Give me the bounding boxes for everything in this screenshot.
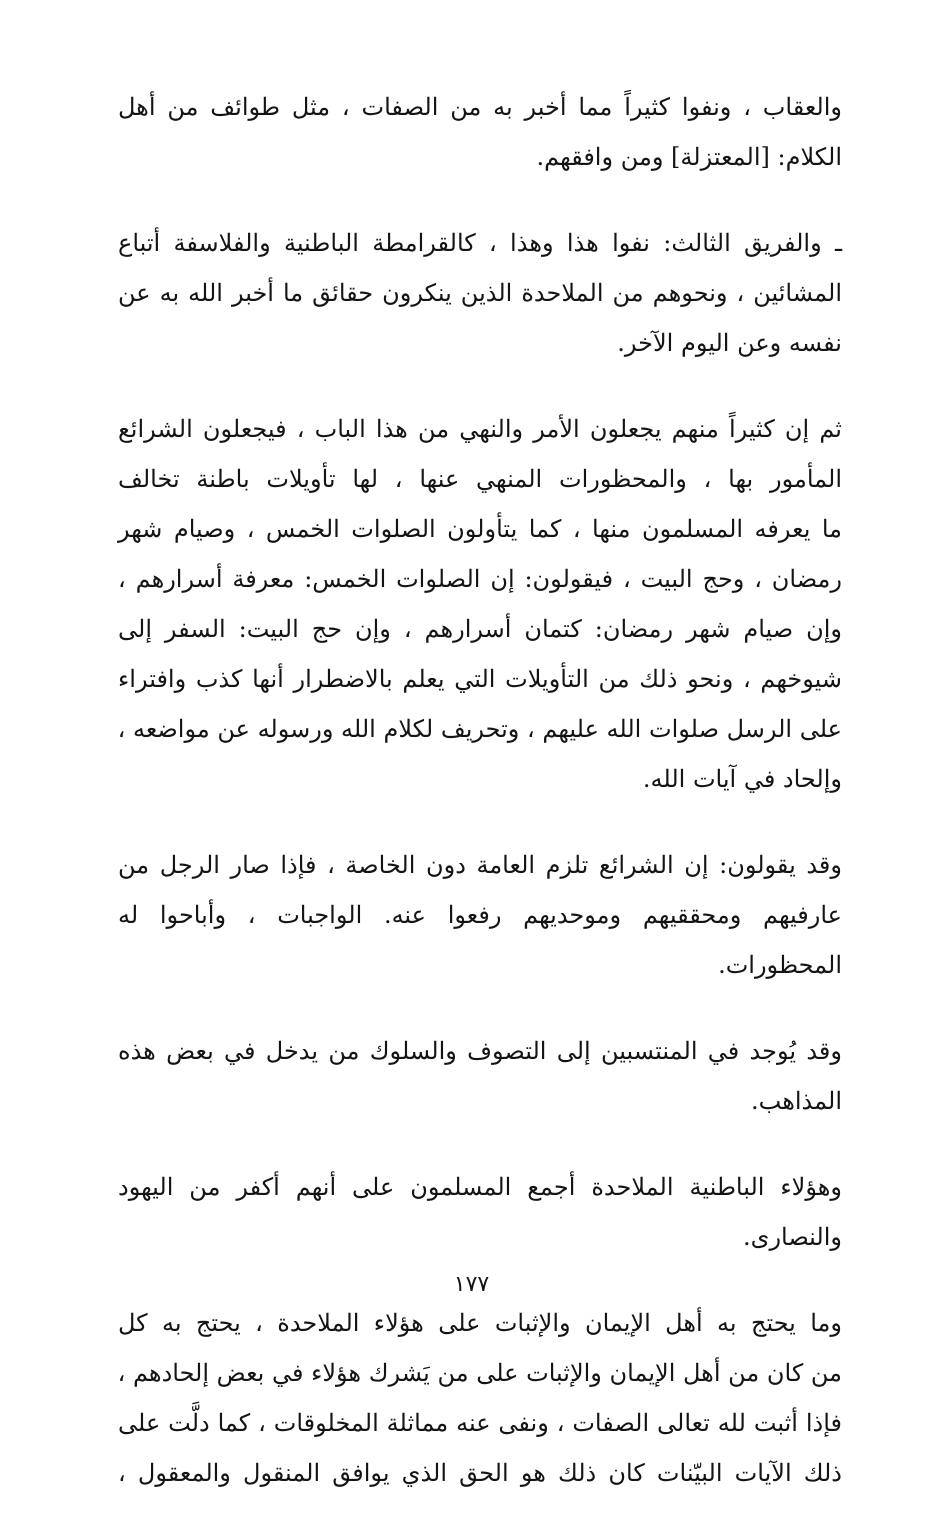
text-line: المذاهب. [751, 1087, 842, 1115]
text-line: وقد يقولون: إن الشرائع تلزم العامة دون الخاصة ، فإذا صار الرجل من [118, 851, 842, 879]
paragraph [118, 1298, 842, 1498]
page-body [118, 82, 842, 1534]
text-line: شيوخهم ، ونحو ذلك من التأويلات التي يعلم بالاضطرار أنها كذب وافتراء [118, 665, 842, 693]
text-line: والعقاب ، ونفوا كثيراً مما أخبر به من الصفات ، مثل طوائف من أهل [118, 93, 842, 121]
paragraph [118, 404, 842, 804]
text-line: وإن صيام شهر رمضان: كتمان أسرارهم ، وإن حج البيت: السفر إلى [118, 615, 842, 643]
text-line: المأمور بها ، والمحظورات المنهي عنها ، لها تأويلات باطنة تخالف [118, 465, 842, 493]
text-line: عارفيهم ومحققيهم وموحديهم رفعوا عنه. الواجبات ، وأباحوا له [118, 901, 842, 929]
text-line: وإلحاد في آيات الله. [642, 765, 842, 793]
text-line: وهؤلاء الباطنية الملاحدة أجمع المسلمون على أنهم أكفر من اليهود [118, 1173, 842, 1201]
text-line: وقد يُوجد في المنتسبين إلى التصوف والسلوك من يدخل في بعض هذه [118, 1037, 842, 1065]
paragraph [118, 1026, 842, 1126]
paragraph [118, 1162, 842, 1262]
text-line: وما يحتج به أهل الإيمان والإثبات على هؤلاء الملاحدة ، يحتج به كل [118, 1309, 842, 1337]
text-line: رمضان ، وحج البيت ، فيقولون: إن الصلوات الخمس: معرفة أسرارهم ، [118, 565, 842, 593]
page-number: ١٧٧ [453, 1272, 490, 1297]
text-line: فإذا أثبت لله تعالى الصفات ، ونفى عنه مماثلة المخلوقات ، كما دلَّت على [118, 1409, 842, 1437]
text-line: الكلام: [المعتزلة] ومن وافقهم. [536, 143, 842, 171]
text-line: نفسه وعن اليوم الآخر. [617, 329, 842, 357]
paragraph [118, 840, 842, 990]
paragraph [118, 218, 842, 368]
text-line: على الرسل صلوات الله عليهم ، وتحريف لكلام الله ورسوله عن مواضعه ، [117, 715, 842, 743]
text-line: المشائين ، ونحوهم من الملاحدة الذين ينكرون حقائق ما أخبر الله به عن [118, 279, 842, 307]
text-line: ثم إن كثيراً منهم يجعلون الأمر والنهي من هذا الباب ، فيجعلون الشرائع [118, 415, 842, 443]
text-line: المحظورات. [718, 951, 842, 979]
text-line: والنصارى. [743, 1223, 842, 1251]
text-line: ذلك الآيات البيّنات كان ذلك هو الحق الذي يوافق المنقول والمعقول ، [118, 1459, 842, 1487]
paragraph [118, 82, 842, 182]
text-line: من كان من أهل الإيمان والإثبات على من يَشرك هؤلاء في بعض إلحادهم ، [117, 1359, 842, 1387]
text-line: ـ والفريق الثالث: نفوا هذا وهذا ، كالقرامطة الباطنية والفلاسفة أتباع [118, 229, 842, 257]
text-line: ما يعرفه المسلمون منها ، كما يتأولون الصلوات الخمس ، وصيام شهر [118, 515, 842, 543]
